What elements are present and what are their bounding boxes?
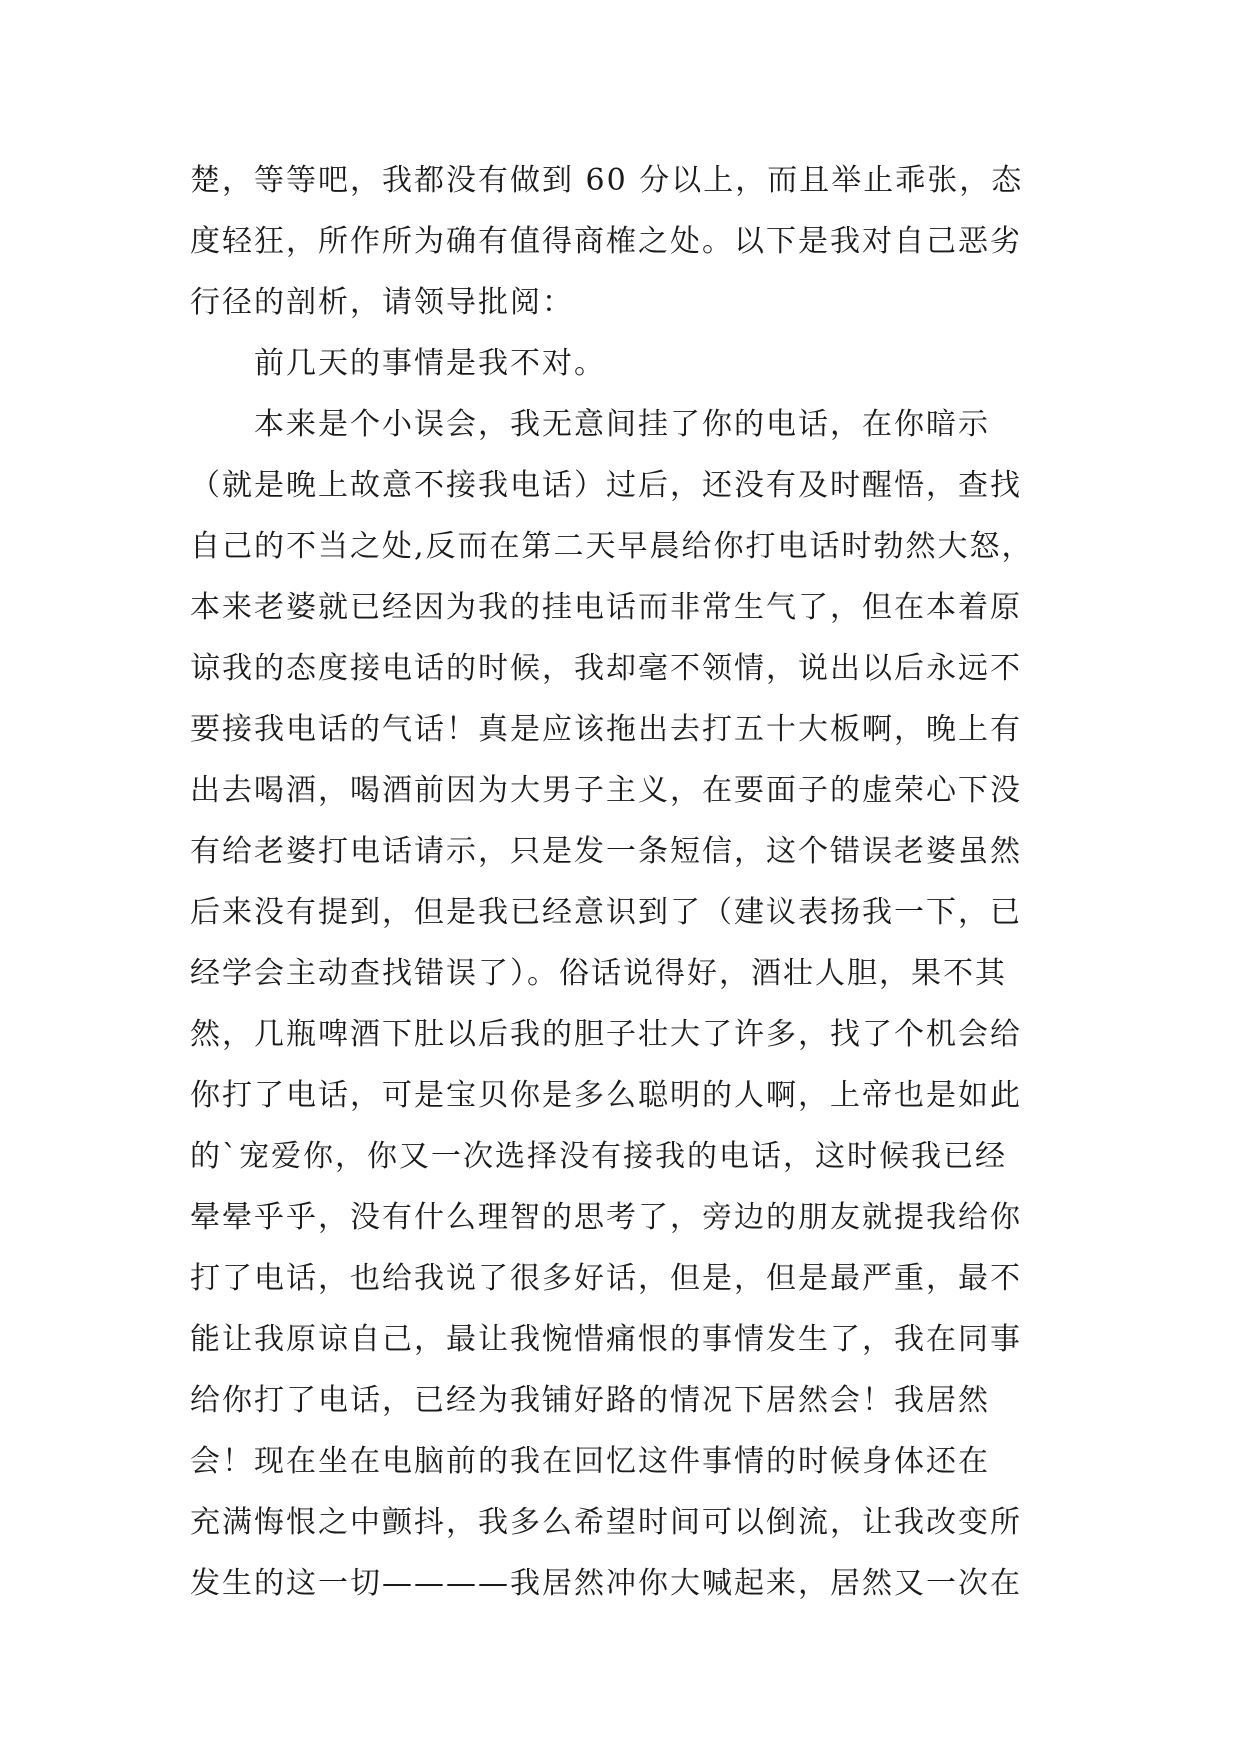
text-line: 谅我的态度接电话的时候，我却毫不领情，说出以后永远不 (190, 651, 1022, 686)
text-line: 你打了电话，可是宝贝你是多么聪明的人啊，上帝也是如此 (190, 1078, 1022, 1113)
document-body (190, 150, 1052, 1614)
paragraph-first-line: 本来是个小误会，我无意间挂了你的电话，在你暗示 (254, 407, 990, 442)
text-line: 能让我原谅自己，最让我惋惜痛恨的事情发生了，我在同事 (190, 1322, 1022, 1357)
text-line: 自己的不当之处,反而在第二天早晨给你打电话时勃然大怒， (190, 529, 1034, 564)
text-line: 经学会主动查找错误了）。俗话说得好，酒壮人胆，果不其 (190, 956, 1007, 991)
text-line: 度轻狂，所作所为确有值得商榷之处。以下是我对自己恶劣 (190, 224, 1022, 259)
text-line: 充满悔恨之中颤抖，我多么希望时间可以倒流，让我改变所 (190, 1505, 1022, 1540)
text-line: 后来没有提到，但是我已经意识到了（建议表扬我一下，已 (190, 895, 1022, 930)
text-line: 有给老婆打电话请示，只是发一条短信，这个错误老婆虽然 (190, 834, 1022, 869)
paragraph-first-line: 前几天的事情是我不对。 (254, 346, 606, 381)
text-line: 要接我电话的气话！真是应该拖出去打五十大板啊，晚上有 (190, 712, 1022, 747)
text-line: 发生的这一切————我居然冲你大喊起来，居然又一次在 (190, 1566, 1022, 1601)
text-line: 然，几瓶啤酒下肚以后我的胆子壮大了许多，找了个机会给 (190, 1017, 1022, 1052)
text-line: 会！现在坐在电脑前的我在回忆这件事情的时候身体还在 (190, 1444, 990, 1479)
text-line: 楚，等等吧，我都没有做到 60 分以上，而且举止乖张，态 (190, 163, 1024, 198)
text-line: 出去喝酒，喝酒前因为大男子主义，在要面子的虚荣心下没 (190, 773, 1022, 808)
text-line: 晕晕乎乎，没有什么理智的思考了，旁边的朋友就提我给你 (190, 1200, 1022, 1235)
text-line: （就是晚上故意不接我电话）过后，还没有及时醒悟，查找 (190, 468, 1022, 503)
text-line: 本来老婆就已经因为我的挂电话而非常生气了，但在本着原 (190, 590, 1022, 625)
text-line: 给你打了电话，已经为我铺好路的情况下居然会！我居然 (190, 1383, 990, 1418)
text-line: 打了电话，也给我说了很多好话，但是，但是最严重，最不 (190, 1261, 1022, 1296)
text-line: 的`宠爱你，你又一次选择没有接我的电话，这时候我已经 (190, 1139, 1007, 1174)
text-line: 行径的剖析，请领导批阅： (190, 285, 574, 320)
